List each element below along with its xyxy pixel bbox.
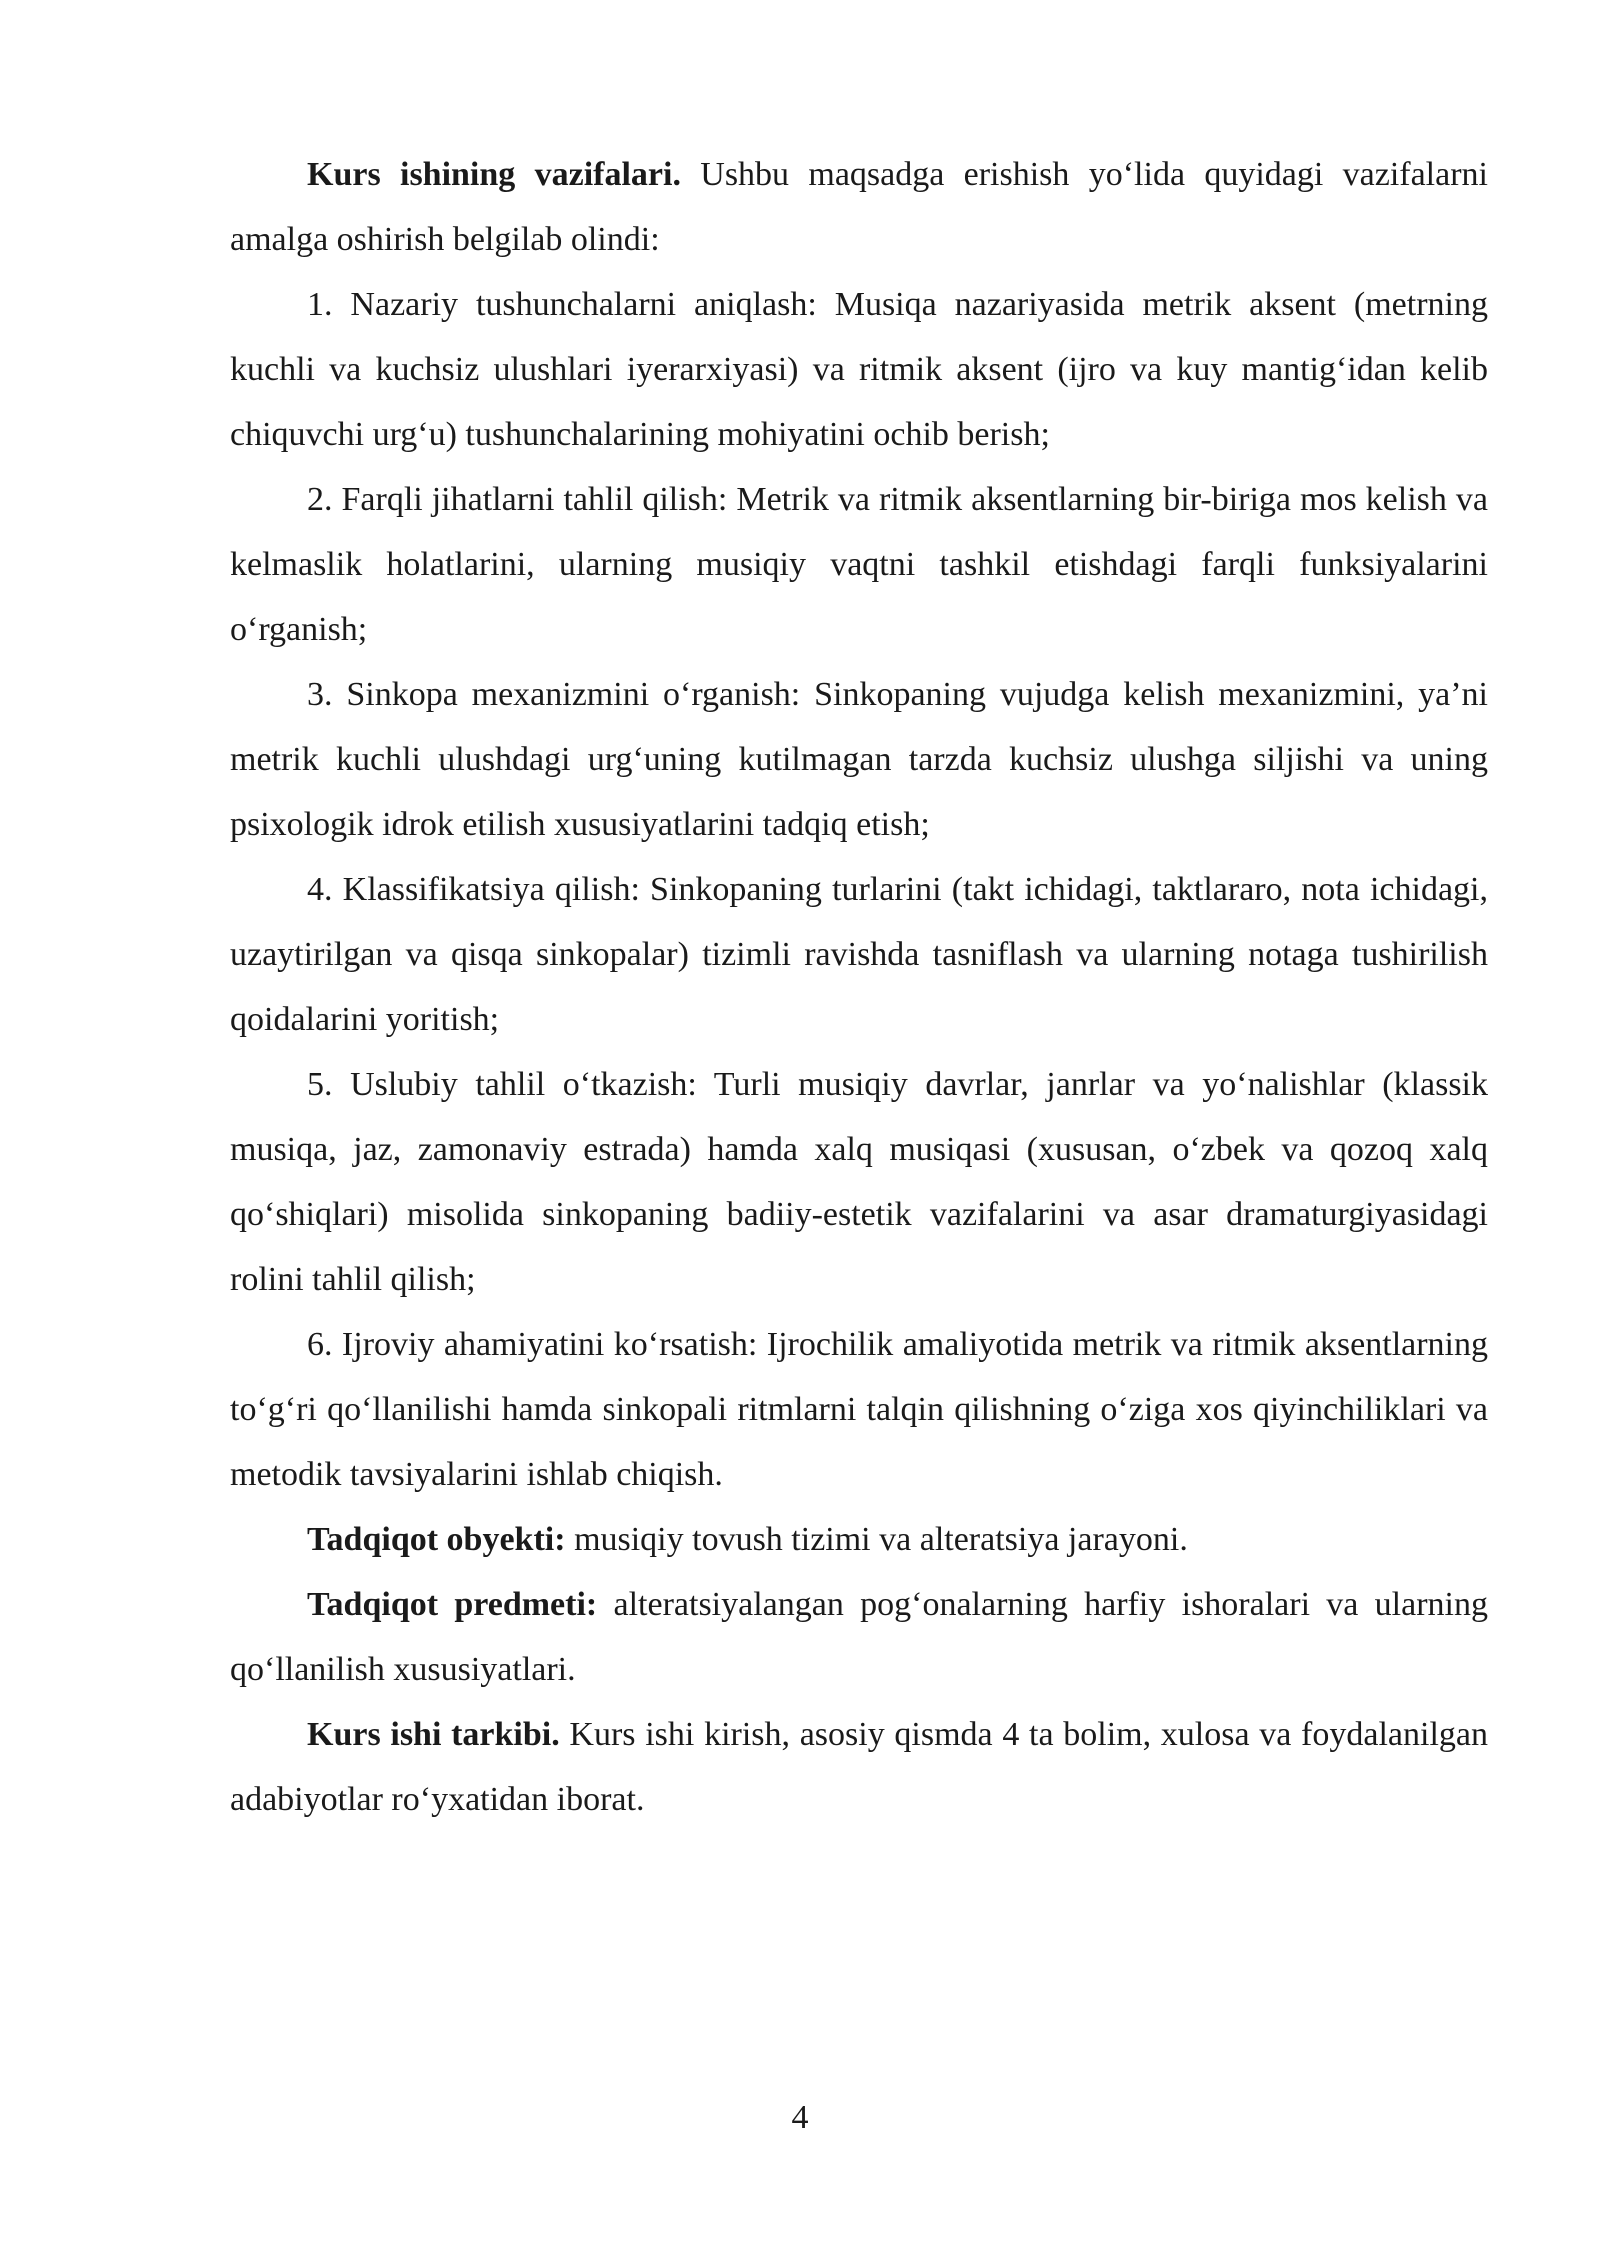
paragraph-research-object <box>230 1507 1488 1572</box>
paragraph-task-6 <box>230 1312 1488 1507</box>
paragraph-text: alteratsiyalangan pog‘onalarning harfiy ishoralari va ularning qo‘llanilish xususiyatlari. <box>230 1586 1488 1688</box>
paragraph-lead: Kurs ishining vazifalari. <box>307 156 681 193</box>
paragraph-task-2 <box>230 467 1488 662</box>
paragraph-research-subject <box>230 1572 1488 1702</box>
paragraph-task-5 <box>230 1052 1488 1312</box>
paragraph-text: 6. Ijroviy ahamiyatini ko‘rsatish: Ijrochilik amaliyotida metrik va ritmik aksentlarning to‘g‘ri qo‘llanilishi hamda sinkopali ritmlarni talqin qilishning o‘ziga xos qiyinchiliklari va metodik tavsiyalarini ishlab chiqish. <box>230 1326 1488 1493</box>
paragraph-task-3 <box>230 662 1488 857</box>
paragraph-lead: Kurs ishi tarkibi. <box>307 1716 560 1753</box>
paragraph-text: 4. Klassifikatsiya qilish: Sinkopaning turlarini (takt ichidagi, taktlararo, nota ichidagi, uzaytirilgan va qisqa sinkopalar) tizimli ravishda tasniflash va ularning notaga tushirilish qoidalarini yoritish; <box>230 871 1488 1038</box>
document-body <box>230 142 1488 1832</box>
paragraph-text: Ushbu maqsadga erishish yo‘lida quyidagi vazifalarni amalga oshirish belgilab olindi: <box>230 156 1488 258</box>
paragraph-text: 1. Nazariy tushunchalarni aniqlash: Musiqa nazariyasida metrik aksent (metrning kuchli va kuchsiz ulushlari iyerarxiyasi) va ritmik aksent (ijro va kuy mantig‘idan kelib chiquvchi urg‘u) tushunchalarining mohiyatini ochib berish; <box>230 286 1488 453</box>
paragraph-structure <box>230 1702 1488 1832</box>
page-number: 4 <box>791 2099 809 2136</box>
paragraph-text: 3. Sinkopa mexanizmini o‘rganish: Sinkopaning vujudga kelish mexanizmini, ya’ni metrik kuchli ulushdagi urg‘uning kutilmagan tarzda kuchsiz ulushga siljishi va uning psixologik idrok etilish xususiyatlarini tadqiq etish; <box>230 676 1488 843</box>
paragraph-text: musiqiy tovush tizimi va alteratsiya jarayoni. <box>565 1521 1188 1558</box>
paragraph-lead: Tadqiqot predmeti: <box>307 1586 598 1623</box>
paragraph-task-1 <box>230 272 1488 467</box>
paragraph-text: 5. Uslubiy tahlil o‘tkazish: Turli musiqiy davrlar, janrlar va yo‘nalishlar (klassik musiqa, jaz, zamonaviy estrada) hamda xalq musiqasi (xususan, o‘zbek va qozoq xalq qo‘shiqlari) misolida sinkopaning badiiy-estetik vazifalarini va asar dramaturgiyasidagi rolini tahlil qilish; <box>230 1066 1488 1298</box>
paragraph-tasks-intro <box>230 142 1488 272</box>
paragraph-lead: Tadqiqot obyekti: <box>307 1521 566 1558</box>
paragraph-text: 2. Farqli jihatlarni tahlil qilish: Metrik va ritmik aksentlarning bir-biriga mos kelish va kelmaslik holatlarini, ularning musiqiy vaqtni tashkil etishdagi farqli funksiyalarini o‘rganish; <box>230 481 1488 648</box>
paragraph-task-4 <box>230 857 1488 1052</box>
paragraph-text: Kurs ishi kirish, asosiy qismda 4 ta bolim, xulosa va foydalanilgan adabiyotlar ro‘yxatidan iborat. <box>230 1716 1488 1818</box>
